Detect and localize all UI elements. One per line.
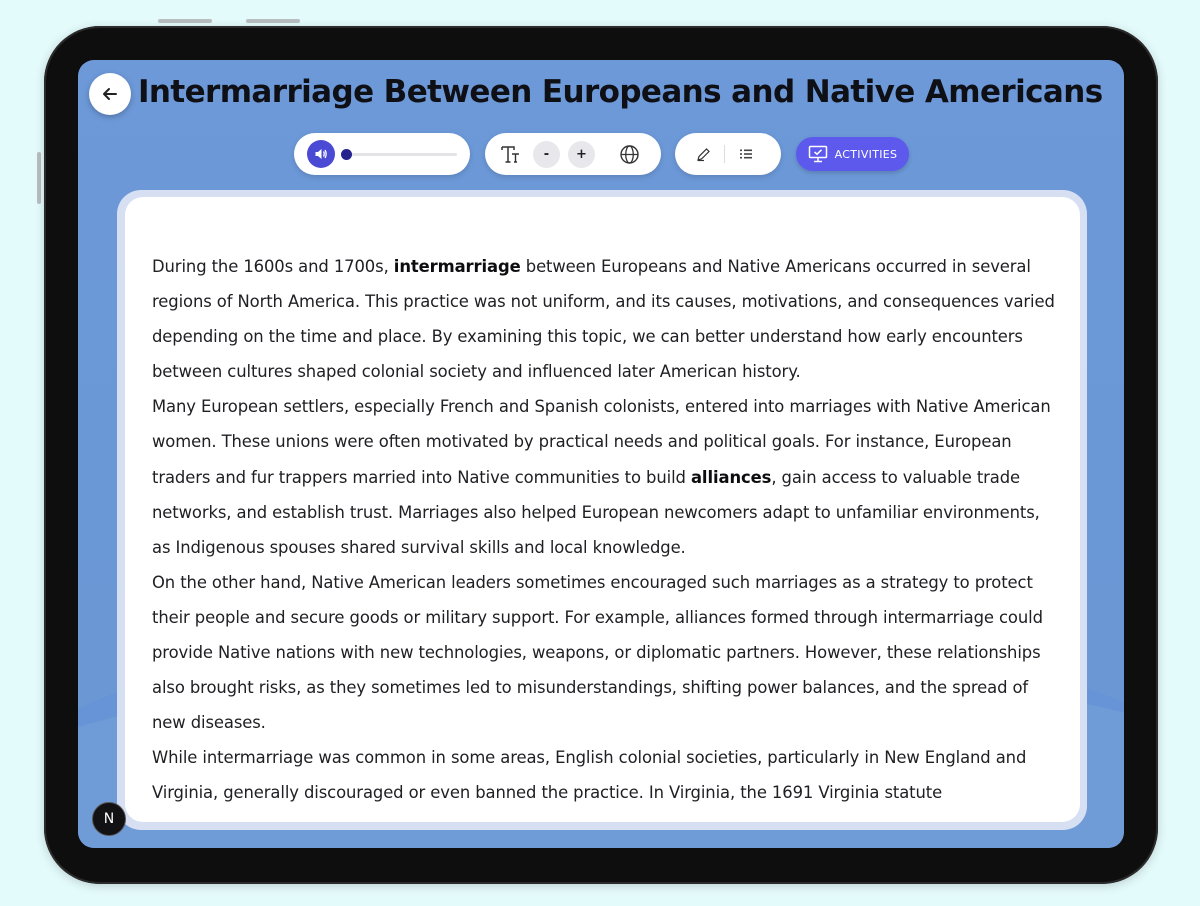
paragraph-text: Many European settlers, especially French and Spanish colonists, entered into marriages with Native American women. These unions were often motivated by practical needs and political goals. For instance, European traders and fur trappers married into Native communities to build bbox=[152, 397, 1051, 487]
monitor-icon bbox=[808, 145, 828, 163]
paragraph-text: On the other hand, Native American leaders sometimes encouraged such marriages as a strategy to protect their people and secure goods or military support. For example, alliances formed through intermarriage could provide Native nations with new technologies, weapons, or diplomatic partners. However, these relationships also brought risks, as they sometimes led to misunderstandings, shifting power balances, and the spread of new diseases. bbox=[152, 572, 1043, 733]
play-audio-button[interactable] bbox=[307, 140, 335, 168]
volume-down-hardware-button bbox=[246, 19, 300, 23]
reading-tools bbox=[675, 133, 781, 175]
decrease-font-button[interactable]: - bbox=[533, 141, 560, 168]
paragraph-text: between Europeans and Native Americans occurred in several regions of North America. This practice was not uniform, and its causes, motivations, and consequences varied depending on the time and place. By examining this topic, we can better understand how early encounters between cultures shaped colonial society and influenced later American history. bbox=[152, 257, 1055, 382]
badge-label: N bbox=[103, 811, 115, 827]
font-size-button[interactable] bbox=[499, 143, 521, 165]
language-button[interactable] bbox=[618, 144, 640, 165]
activities-button[interactable] bbox=[796, 137, 909, 171]
paragraph-text: While intermarriage was common in some areas, English colonial societies, particularly in New England and Virginia, generally discouraged or even banned the practice. In Virginia, the 1691 Virginia statute bbox=[152, 748, 1027, 803]
article-paragraph bbox=[152, 249, 1057, 389]
paragraph-text: , gain access to valuable trade networks, and establish trust. Marriages also helped European newcomers adapt to unfamiliar environments, as Indigenous spouses shared survival skills and local knowledge. bbox=[152, 467, 1040, 557]
power-hardware-button bbox=[37, 152, 41, 204]
paragraph-text: During the 1600s and 1700s, bbox=[152, 257, 394, 276]
audio-progress-slider[interactable] bbox=[345, 153, 457, 156]
article-body bbox=[152, 249, 1057, 811]
article-panel[interactable] bbox=[125, 197, 1080, 822]
vocabulary-term[interactable]: alliances bbox=[690, 467, 772, 487]
vocabulary-term[interactable]: intermarriage bbox=[393, 257, 521, 276]
text-size-icon bbox=[499, 143, 521, 165]
reader-screen bbox=[78, 60, 1124, 848]
toolbar-divider bbox=[724, 145, 725, 163]
speaker-icon bbox=[314, 147, 328, 161]
back-button[interactable] bbox=[89, 73, 131, 115]
article-paragraph bbox=[152, 740, 1057, 810]
activities-label: ACTIVITIES bbox=[834, 147, 898, 161]
volume-up-hardware-button bbox=[158, 19, 212, 23]
audio-player bbox=[294, 133, 470, 175]
article-paragraph bbox=[152, 565, 1057, 740]
arrow-left-icon bbox=[101, 85, 119, 103]
page-title: Intermarriage Between Europeans and Native Americans bbox=[138, 74, 1103, 110]
outline-button[interactable] bbox=[738, 148, 754, 160]
next-logo-badge[interactable] bbox=[92, 802, 126, 836]
highlight-button[interactable] bbox=[695, 147, 711, 162]
increase-font-button[interactable]: + bbox=[568, 141, 595, 168]
list-icon bbox=[739, 148, 753, 160]
pencil-icon bbox=[696, 147, 711, 162]
article-paragraph bbox=[152, 389, 1057, 564]
globe-icon bbox=[619, 144, 640, 165]
audio-progress-thumb[interactable] bbox=[341, 149, 352, 160]
text-controls bbox=[485, 133, 661, 175]
